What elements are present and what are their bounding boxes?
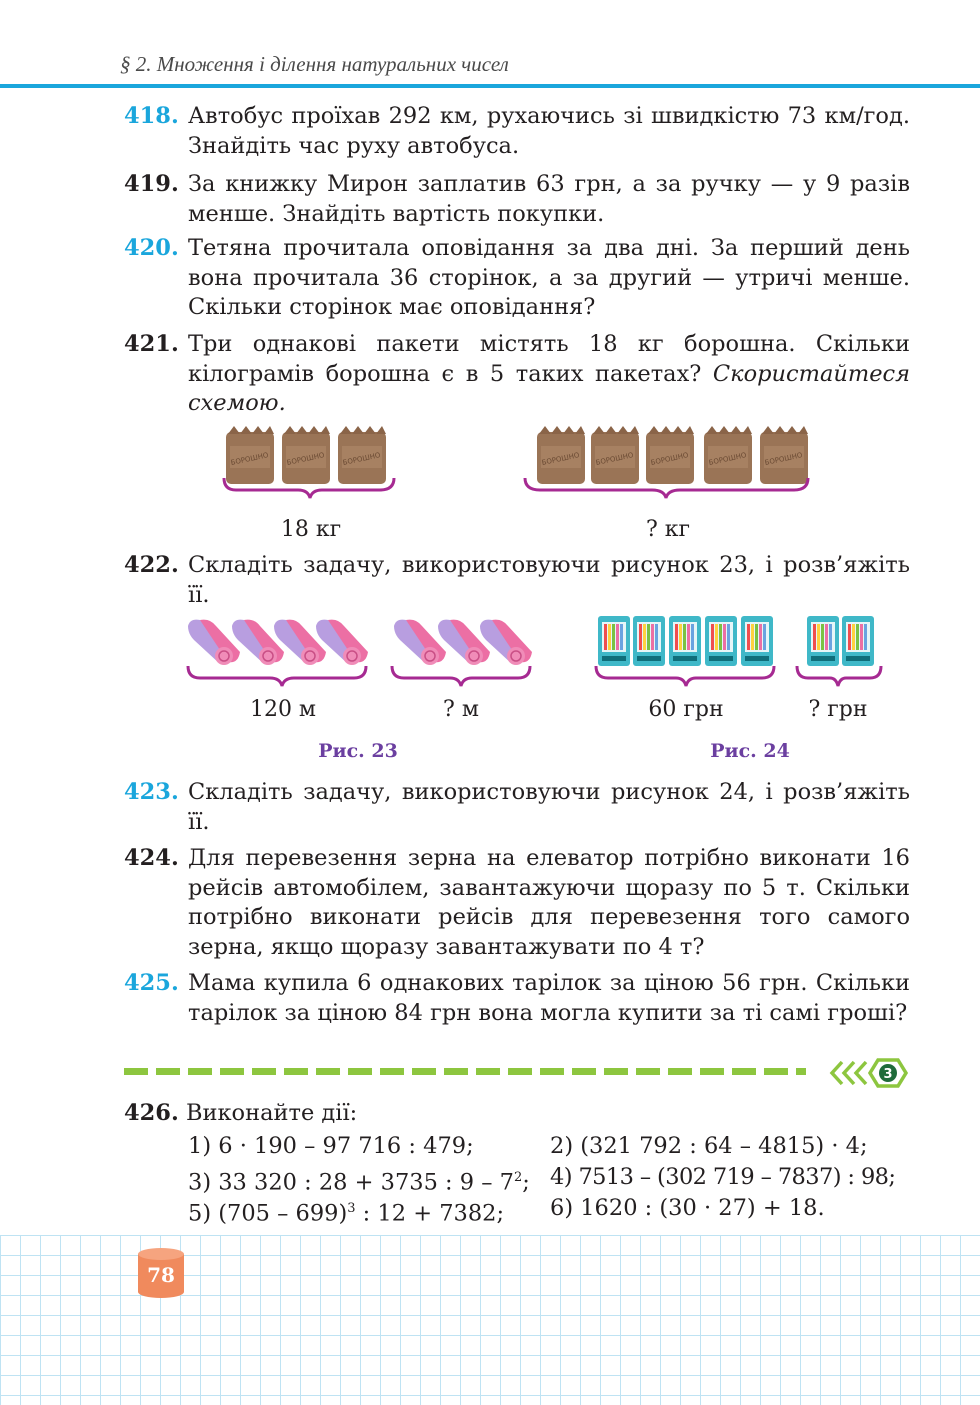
task-number: 421. [124, 331, 179, 357]
bag-icon [338, 426, 386, 484]
task-text: Автобус проїхав 292 км, рухаючись зі швидкістю 73 км/год. Знайдіть час руху автобуса. [188, 103, 910, 159]
task-text [188, 330, 910, 419]
fig421-left-label: 18 кг [280, 517, 342, 542]
task-number: 425. [124, 970, 179, 996]
task-number: 424. [124, 845, 179, 871]
fig24-caption: Рис. 24 [710, 740, 790, 762]
page-number: 78 [147, 1263, 175, 1287]
exercise-3-main: 3) 33 320 : 28 + 3735 : 9 – 7 [188, 1169, 514, 1196]
pencil-pack-icon [842, 616, 874, 666]
section-header: § 2. Множення і ділення натуральних чисел [120, 52, 509, 76]
bag-icon [226, 426, 274, 484]
bag-icon [282, 426, 330, 484]
task-426-title: Виконайте дії: [185, 1100, 358, 1126]
task-421-text: Три однакові пакети містять 18 кг борошна. Скільки кілограмів борошна є в 5 таких пакетах? [188, 331, 910, 387]
task-text: Складіть задачу, використовуючи рисунок 23, і розв’яжіть її. [188, 552, 910, 608]
task-421 [124, 330, 910, 419]
task-425 [124, 969, 910, 1028]
task-text: Складіть задачу, використовуючи рисунок 24, і розв’яжіть її. [188, 779, 910, 835]
pencil-pack-icon [705, 616, 737, 666]
pencil-pack-icon [669, 616, 701, 666]
exercise-5-end: : 12 + 7382; [355, 1200, 505, 1227]
header-rule [0, 84, 980, 88]
task-text: Мама купила 6 однакових тарілок за ціною 56 грн. Скільки тарілок за ціною 84 грн вона могла купити за ті самі гроші? [188, 970, 910, 1026]
pencil-pack-icon [598, 616, 630, 666]
task-text: Тетяна прочитала оповідання за два дні. За перший день вона прочитала 36 сторінок, а за другий — утричі менше. Скільки сторінок має оповідання? [188, 235, 910, 320]
level-marker-icon [828, 1058, 910, 1088]
fig23-caption: Рис. 23 [318, 740, 398, 762]
task-422 [124, 551, 910, 610]
bag-icon [760, 426, 808, 484]
task-421-hint: Скористайтеся схемою. [188, 360, 911, 416]
bag-icon [591, 426, 639, 484]
task-number: 426. [124, 1100, 179, 1126]
task-423 [124, 778, 910, 837]
exercise-5 [188, 1193, 504, 1230]
task-420 [124, 234, 910, 323]
section-divider [124, 1068, 806, 1075]
exercise-5-exponent: 3 [347, 1201, 356, 1216]
exercise-3-end: ; [522, 1169, 530, 1196]
pencil-pack-icon [633, 616, 665, 666]
task-418 [124, 102, 910, 161]
exercise-5-main: 5) (705 – 699) [188, 1200, 348, 1227]
bag-icon [537, 426, 585, 484]
figures-23-24 [0, 612, 980, 702]
fig24-right-label: ? грн [808, 697, 868, 722]
fig23-right-label: ? м [443, 697, 479, 722]
exercise-4: 4) 7513 – (302 719 – 7837) : 98; [550, 1164, 896, 1190]
task-number: 420. [124, 235, 179, 261]
fig421-right-label: ? кг [645, 517, 691, 542]
pencil-pack-icon [741, 616, 773, 666]
task-426 [124, 1098, 910, 1227]
task-419 [124, 170, 910, 229]
task-424 [124, 844, 910, 962]
flour-bags-figure: БОРОШНО [0, 418, 980, 548]
task-text: Для перевезення зерна на елеватор потрібно виконати 16 рейсів автомобілем, завантажуючи щоразу по 5 т. Скільки потрібно виконати рейсів для перевезення того самого зерна, якщо щоразу завантажувати по 4 т? [188, 845, 910, 960]
exercise-2: 2) (321 792 : 64 – 4815) · 4; [550, 1133, 868, 1159]
exercise-1: 1) 6 · 190 – 97 716 : 479; [188, 1133, 474, 1159]
task-number: 418. [124, 103, 179, 129]
task-number: 419. [124, 171, 179, 197]
pencil-pack-icon [807, 616, 839, 666]
task-text: За книжку Мирон заплатив 63 грн, а за ручку — у 9 разів менше. Знайдіть вартість покупки. [188, 171, 910, 227]
exercise-3-exponent: 2 [513, 1170, 523, 1185]
bag-icon [646, 426, 694, 484]
bag-icon [704, 426, 752, 484]
level-number: 3 [883, 1067, 893, 1082]
task-number: 422. [124, 552, 179, 578]
fig23-left-label: 120 м [249, 697, 317, 722]
task-number: 423. [124, 779, 179, 805]
exercise-6: 6) 1620 : (30 · 27) + 18. [550, 1195, 825, 1221]
fig24-left-label: 60 грн [648, 697, 724, 722]
